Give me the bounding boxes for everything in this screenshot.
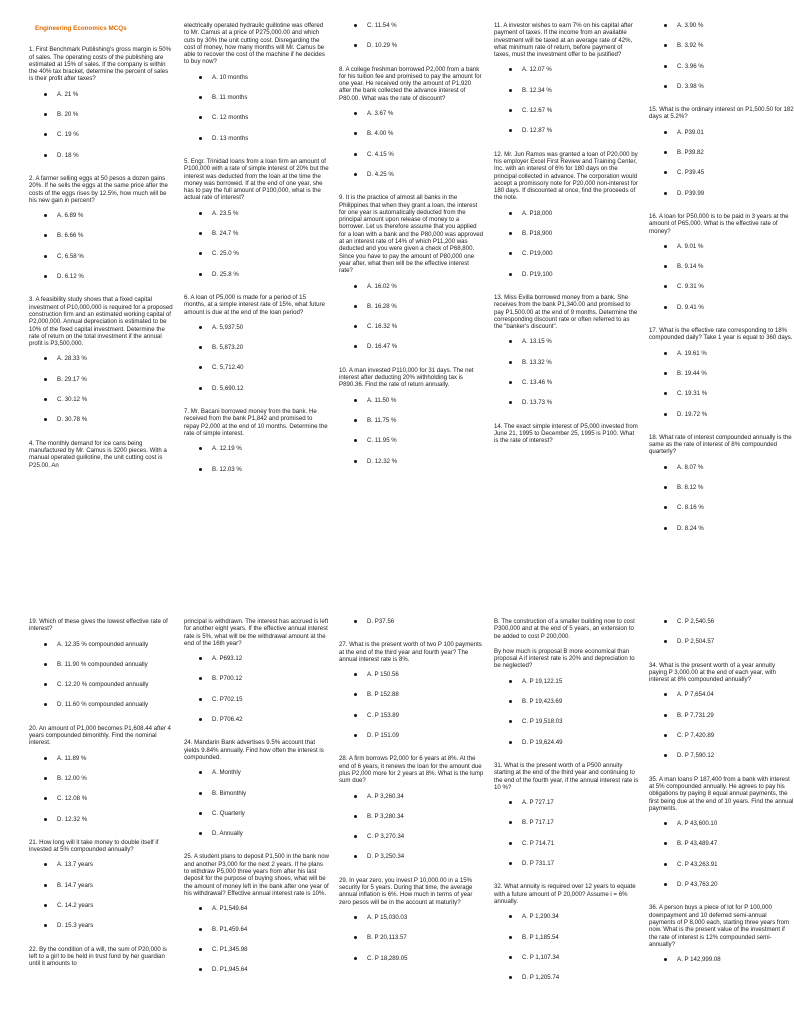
answer-option: A. P 727.17	[494, 799, 639, 806]
answer-options	[494, 210, 639, 278]
column-4	[494, 618, 639, 1024]
answer-option: C. 4.15 %	[339, 151, 484, 158]
answer-options	[494, 678, 639, 746]
answer-option: B. 5,873.20	[184, 344, 329, 351]
answer-options	[649, 618, 794, 646]
question-text: 19. Which of these gives the lowest effective rate of interest?	[29, 618, 168, 633]
answer-option: B. P 1,185.54	[494, 934, 639, 941]
question-text: 35. A man loans P 187,400 from a bank with interest at 5% compounded annually. He agrees to pay his obligations by paying 8 equal annual payments, the first being due at the end of 10 years. Find the annual payments.	[649, 775, 794, 812]
answer-option: D. 6.12 %	[29, 273, 174, 280]
answer-option: C. 11.54 %	[339, 22, 484, 29]
answer-option: B. P 19,423.69	[494, 698, 639, 705]
answer-option: D. 10.29 %	[339, 42, 484, 49]
answer-option: C. P 43,263.91	[649, 861, 794, 868]
answer-option: C. P39.45	[649, 169, 794, 176]
answer-option: C. P 714.71	[494, 840, 639, 847]
answer-option: D. 12.32 %	[29, 816, 174, 823]
answer-option: D. P37.56	[339, 618, 484, 625]
question-text: 7. Mr. Bacani borrowed money from the bank. He received from the bank P1,842 and promised to repay P2,000 at the end of 10 months. Determine the rate of simple interest.	[184, 408, 328, 437]
answer-options	[184, 769, 329, 837]
answer-options	[339, 22, 484, 50]
answer-option: D. 30.78 %	[29, 416, 174, 423]
answer-option: A. P693.12	[184, 655, 329, 662]
answer-option: D. P 1,205.74	[494, 974, 639, 981]
answer-option: C. 13.46 %	[494, 379, 639, 386]
column-5	[649, 618, 794, 1024]
answer-option: D. 18 %	[29, 152, 174, 159]
answer-option: D. 15.3 years	[29, 922, 174, 929]
answer-option: D. P 731.17	[494, 860, 639, 867]
column-1	[29, 618, 174, 1024]
answer-option: D. P1,945.64	[184, 966, 329, 973]
answer-options	[649, 129, 794, 197]
answer-option: D. Annually	[184, 830, 329, 837]
answer-option: C. P 153.89	[339, 712, 484, 719]
answer-options	[339, 618, 484, 625]
answer-options	[494, 338, 639, 406]
answer-options	[649, 691, 794, 759]
question-text: 25. A student plans to deposit P1,500 in the bank now and another P3,000 for the next 2 years. If he plans to withdraw P5,000 three years from after his last deposit for the purpose of buying shoes, what will be the amount of money left in the bank after one year of his withdrawal? Effective annual interest rate is 10%.	[184, 853, 330, 897]
answer-option: A. 12.07 %	[494, 66, 639, 73]
question-text: 16. A loan for P50,000 is to be paid in 3 years at the amount of P65,000. What is the effective rate of money?	[649, 212, 789, 235]
answer-option: D. 11.60 % compounded annually	[29, 701, 174, 708]
question-text: 2. A farmer selling eggs at 50 pesos a dozen gains 20%. If he sells the eggs at the same price after the costs of the eggs rises by 12.5%, how much will be his new gain in percent?	[29, 174, 168, 204]
answer-option: B. Bimonthly	[184, 790, 329, 797]
answer-option: C. 12.20 % compounded annually	[29, 681, 174, 688]
answer-option: A. 28.33 %	[29, 355, 174, 362]
answer-option: B. 12.34 %	[494, 87, 639, 94]
question-text: 17. What is the effective rate corresponding to 18% compounded daily? Take 1 year is equal to 360 days.	[649, 327, 793, 342]
question-text: 34. What is the present worth of a year annuity paying P 3,000.00 at the end of each year, with interest at 8% compounded annually?	[649, 661, 776, 684]
answer-options	[339, 671, 484, 739]
answer-options	[649, 956, 794, 963]
answer-option: D. P 2,504.57	[649, 638, 794, 645]
answer-option: A. P39.01	[649, 129, 794, 136]
question-text: 21. How long will it take money to double itself if invested at 5% compounded annually?	[29, 838, 159, 854]
answer-option: B. P 7,731.29	[649, 712, 794, 719]
answer-option: D. 12.32 %	[339, 458, 484, 465]
answer-options	[339, 914, 484, 962]
answer-option: D. 16.47 %	[339, 343, 484, 350]
column-3	[339, 618, 484, 1024]
question-text: 11. A investor wishes to earn 7% on his capital after payment of taxes. If the income from an available investment will be taxed at an average rate of 42%, what minimum rate of return, before payment of taxes, must the investment offer to be justified?	[494, 22, 633, 59]
column-2	[184, 22, 329, 584]
answer-options	[184, 655, 329, 723]
answer-option: B. 8.12 %	[649, 484, 794, 491]
answer-options	[184, 445, 329, 473]
answer-option: C. 12.67 %	[494, 107, 639, 114]
answer-option: C. P 2,540.56	[649, 618, 794, 625]
answer-option: D. 19.72 %	[649, 411, 794, 418]
answer-option: B. P700.12	[184, 675, 329, 682]
answer-option: B. P 717.17	[494, 819, 639, 826]
answer-option: A. 3.67 %	[339, 110, 484, 117]
answer-option: B. P 3,280.34	[339, 813, 484, 820]
answer-option: D. P706.42	[184, 716, 329, 723]
answer-option: B. P18,900	[494, 230, 639, 237]
answer-option: B. P 20,113.57	[339, 934, 484, 941]
answer-option: C. P 7,420.89	[649, 732, 794, 739]
answer-option: D. 9.41 %	[649, 304, 794, 311]
answer-option: D. P 7,590.12	[649, 752, 794, 759]
answer-option: D. 4.25 %	[339, 171, 484, 178]
page-top	[0, 22, 794, 584]
answer-option: A. P18,000	[494, 210, 639, 217]
answer-options	[339, 793, 484, 861]
answer-option: B. 14.7 years	[29, 882, 174, 889]
answer-option: A. 13.15 %	[494, 338, 639, 345]
answer-option: D. P19,100	[494, 271, 639, 278]
answer-option: A. P 1,290.34	[494, 913, 639, 920]
answer-option: B. 6.66 %	[29, 232, 174, 239]
answer-option: B. P39.82	[649, 149, 794, 156]
answer-option: A. 21 %	[29, 91, 174, 98]
answer-option: C. P 3,270.34	[339, 833, 484, 840]
answer-option: C. 11.95 %	[339, 437, 484, 444]
answer-option: A. P 142,999.08	[649, 956, 794, 963]
question-text: 1. First Benchmark Publishing's gross margin is 50% of sales. The operating costs of the publishing are estimated at 15% of sales. If the company is within the 40% tax bracket, determine the percent of sales is their profit after taxes?	[29, 46, 172, 83]
question-text: 5. Engr. Trinidad loans from a loan firm an amount of P100,000 with a rate of simple interest of 20% but the interest was deducted from the loan at the time the money was borrowed. If at the end of one year, she has to pay the full amount of P100,000, what is the actual rate of interest?	[184, 157, 329, 202]
answer-option: D. 13 months	[184, 135, 329, 142]
answer-option: C. P702.15	[184, 696, 329, 703]
answer-options	[649, 243, 794, 311]
answer-option: C. 3.96 %	[649, 63, 794, 70]
question-text: 31. What is the present worth of a P500 annuity starting at the end of the third year and continuing to the end of the fourth year, if the annual interest rate is 10 %?	[494, 761, 639, 791]
answer-options	[649, 464, 794, 532]
answer-option: A. 10 months	[184, 74, 329, 81]
answer-options	[184, 210, 329, 278]
answer-options	[29, 212, 174, 280]
answer-options	[494, 66, 639, 134]
answer-option: B. 12.03 %	[184, 466, 329, 473]
question-text: 12. Mr. Jun Ramos was granted a loan of P20,000 by his employer Excel First Review and Training Center, Inc. with an interest of 6% for 180 days on the principal collected in advance. The corporation would accept a promissory note for P20,000 non-interest for 180 days. If discounted at once, find the proceeds of the note.	[494, 150, 638, 202]
question-text: 32. What annuity is required over 12 years to equate with a future amount of P 20,000? Assume i = 6% annually.	[494, 883, 636, 905]
answer-option: C. 9.31 %	[649, 283, 794, 290]
answer-option: A. 6.89 %	[29, 212, 174, 219]
question-text: 18. What rate of interest compounded annually is the same as the rate of interest of 8% compounded quarterly?	[649, 433, 792, 456]
answer-option: C. 19 %	[29, 131, 174, 138]
answer-option: B. 13.32 %	[494, 359, 639, 366]
answer-option: C. P19,000	[494, 250, 639, 257]
page-bottom	[0, 618, 794, 1024]
answer-option: C. 14.2 years	[29, 902, 174, 909]
answer-option: D. 5,690.12	[184, 385, 329, 392]
answer-option: D. 3.98 %	[649, 83, 794, 90]
answer-option: B. 9.14 %	[649, 263, 794, 270]
answer-options	[339, 283, 484, 351]
answer-options	[339, 110, 484, 178]
answer-option: D. P 19,624.49	[494, 739, 639, 746]
answer-option: D. 12.87 %	[494, 127, 639, 134]
question-text: 29. In year zero, you invest P 10,000.00 in a 15% security for 5 years. During that time, the average annual inflation is 6%. How much in terms of year zero pesos will be in the account at maturity?	[339, 876, 473, 906]
question-text: 10. A man invested P110,000 for 31 days. The net interest after deducting 20% withholding tax is P890.36. Find the rate of return annually.	[339, 366, 474, 389]
answer-option: A. 23.5 %	[184, 210, 329, 217]
answer-options	[339, 397, 484, 465]
answer-option: A. 12.35 % compounded annually	[29, 641, 174, 648]
answer-option: B. 29.17 %	[29, 376, 174, 383]
question-text: 27. What is the present worth of two P 100 payments at the end of the third year and fourth year? The annual interest rate is 8%.	[339, 641, 482, 663]
answer-option: A. P 7,654.04	[649, 691, 794, 698]
answer-option: C. Quarterly	[184, 810, 329, 817]
answer-option: C. 25.0 %	[184, 250, 329, 257]
answer-option: A. 16.02 %	[339, 283, 484, 290]
answer-option: A. 13.7 years	[29, 861, 174, 868]
answer-option: C. 12 months	[184, 114, 329, 121]
answer-option: A. Monthly	[184, 769, 329, 776]
column-1	[29, 22, 174, 584]
answer-option: A. P 3,260.34	[339, 793, 484, 800]
answer-option: D. P39.99	[649, 190, 794, 197]
answer-option: C. 6.58 %	[29, 253, 174, 260]
answer-option: A. 19.61 %	[649, 350, 794, 357]
answer-option: C. 16.32 %	[339, 323, 484, 330]
answer-option: A. P 43,600.10	[649, 820, 794, 827]
answer-option: B. 12.00 %	[29, 775, 174, 782]
answer-option: B. 19.44 %	[649, 370, 794, 377]
answer-option: C. 30.12 %	[29, 396, 174, 403]
column-2	[184, 618, 329, 1024]
answer-option: B. 11.90 % compounded annually	[29, 661, 174, 668]
answer-option: A. P 15,030.03	[339, 914, 484, 921]
answer-options	[29, 641, 174, 709]
answer-option: B. 16.28 %	[339, 303, 484, 310]
answer-options	[649, 820, 794, 888]
answer-option: A. 11.89 %	[29, 755, 174, 762]
answer-option: B. P 152.88	[339, 691, 484, 698]
answer-option: B. P1,459.64	[184, 926, 329, 933]
answer-option: A. P1,549.64	[184, 905, 329, 912]
answer-options	[649, 350, 794, 418]
answer-option: D. P 43,763.20	[649, 881, 794, 888]
answer-option: C. 8.16 %	[649, 504, 794, 511]
question-text: 28. A firm borrows P2,000 for 6 years at 8%. At the end of 6 years, it renews the loan for the amount due plus P2,000 more for 2 years at 8%. What is the lump sum due?	[339, 755, 484, 785]
answer-options	[29, 755, 174, 823]
answer-option: C. P1,345.98	[184, 946, 329, 953]
question-text: B. The construction of a smaller building now to cost P300,000 and at the end of 5 years, an extension to be added to cost P 200,000.	[494, 618, 635, 640]
answer-option: D. 25.8 %	[184, 271, 329, 278]
question-text: 15. What is the ordinary interest on P1,500.50 for 182 days at 5.2%?	[649, 106, 794, 121]
question-text: 4. The monthly demand for ice cans being manufactured by Mr. Camus is 3200 pieces. With a manual operated guillotine, the unit cutting cost is P25.00. An	[29, 439, 167, 469]
answer-option: D. P 3,250.34	[339, 853, 484, 860]
answer-option: A. 3.90 %	[649, 22, 794, 29]
answer-options	[184, 905, 329, 973]
answer-option: C. 19.31 %	[649, 390, 794, 397]
answer-option: C. P 1,107.34	[494, 954, 639, 961]
answer-options	[494, 799, 639, 867]
answer-options	[184, 324, 329, 392]
answer-option: C. 12.08 %	[29, 795, 174, 802]
answer-options	[649, 22, 794, 90]
answer-options	[29, 91, 174, 159]
answer-option: A. 5,937.50	[184, 324, 329, 331]
document-title: Engineering Economics MCQs	[35, 25, 127, 32]
question-text: 24. Mandarin Bank advertises 9.5% account that yields 9.84% annually. Find how often the interest is compounded.	[184, 739, 324, 761]
answer-option: A. 9.01 %	[649, 243, 794, 250]
answer-options	[29, 355, 174, 423]
answer-option: A. P 19,122.15	[494, 678, 639, 685]
question-text: 20. An amount of P1,000 becomes P1,608.44 after 4 years compounded bimonthly. Find the nominal interest.	[29, 724, 171, 747]
answer-option: A. P 150.56	[339, 671, 484, 678]
answer-option: B. 24.7 %	[184, 230, 329, 237]
question-text: 22. By the condition of a will, the sum of P20,000 is left to a girl to be held in trust fund by her guardian until it amounts to	[29, 945, 167, 968]
question-text: principal is withdrawn. The interest has accrued is left for another eight years. If the effective annual interest rate is 5%, what will be the withdrawal amount at the end of the 16th year?	[184, 618, 329, 647]
answer-option: D. 8.24 %	[649, 525, 794, 532]
question-text: 36. A person buys a piece of lot for P 100,000 downpayment and 10 deferred semi-annual payments of P 8,000 each, starting three years from now. What is the present value of the investment if the rate of interest is 12% compounded semi-annually?	[649, 904, 790, 948]
answer-option: A. 11.50 %	[339, 397, 484, 404]
answer-option: D. P 151.09	[339, 732, 484, 739]
answer-option: B. 11.75 %	[339, 417, 484, 424]
answer-option: C. P 18,289.05	[339, 955, 484, 962]
answer-option: B. 4.00 %	[339, 130, 484, 137]
question-text: 6. A loan of P5,000 is made for a period of 15 months, at a simple interest rate of 15%, what future amount is due at the end of the loan period?	[184, 293, 325, 316]
question-text: 13. Miss Evilla borrowed money from a bank. She receives from the bank P1,340.00 and promised to pay P1,500.00 at the end of 9 months. Determine the corresponding discount rate or often referred to as the "banker's discount".	[494, 293, 638, 331]
question-text: 9. It is the practice of almost all banks in the Philippines that when they grant a loan, the interest for one year is automatically deducted from the principal amount upon release of money to a borrower. Let us therefore assume that you applied for a loan with a bank and the P80,000 was approved at an interest rate of 14% of which P11,200 was deducted and you were given a check of P68,800. Since you have to pay the amount of P80,000 one year after, what then will be the effective interest rate?	[339, 194, 483, 275]
answer-option: B. 11 months	[184, 94, 329, 101]
answer-option: B. P 43,489.47	[649, 840, 794, 847]
question-text: 14. The exact simple interest of P5,000 invested from June 21, 1995 to December 25, 1995 is P100. What is the rate of interest?	[494, 422, 638, 445]
answer-option: D. 13.73 %	[494, 399, 639, 406]
answer-options	[29, 861, 174, 929]
answer-options	[494, 913, 639, 981]
column-4	[494, 22, 639, 584]
answer-option: B. 20 %	[29, 111, 174, 118]
answer-option: A. 12.19 %	[184, 445, 329, 452]
answer-option: B. 3.92 %	[649, 42, 794, 49]
answer-option: C. P 19,518.03	[494, 718, 639, 725]
answer-option: A. 8.07 %	[649, 464, 794, 471]
column-3	[339, 22, 484, 584]
answer-option: C. 5,712.40	[184, 364, 329, 371]
question-text: electrically operated hydraulic guillotine was offered to Mr. Camus at a price of P275,000.00 and which cuts by 30% the unit cutting cost. Disregarding the cost of money, how many months will Mr. Camus be able to recover the cost of the machine if he decides to buy now?	[184, 22, 325, 66]
question-text: 8. A college freshman borrowed P2,000 from a bank for his tuition fee and promised to pay the amount for one year. He received only the amount of P1,920 after the bank collected the advance interest of P80.00. What was the rate of discount?	[339, 65, 482, 102]
question-text: By how much is proposal B more economical than proposal A if interest rate is 20% and depreciation to be neglected?	[494, 647, 635, 670]
column-5	[649, 22, 794, 584]
question-text: 3. A feasibility study shows that a fixed capital investment of P10,000,000 is required for a proposed construction firm and an estimated working capital of P2,000,000. Annual depreciation is estimated to be 10% of the fixed capital investment. Determine the rate of return on the total investment if the annual profit is P3,500,000.	[29, 296, 173, 348]
answer-options	[184, 74, 329, 142]
